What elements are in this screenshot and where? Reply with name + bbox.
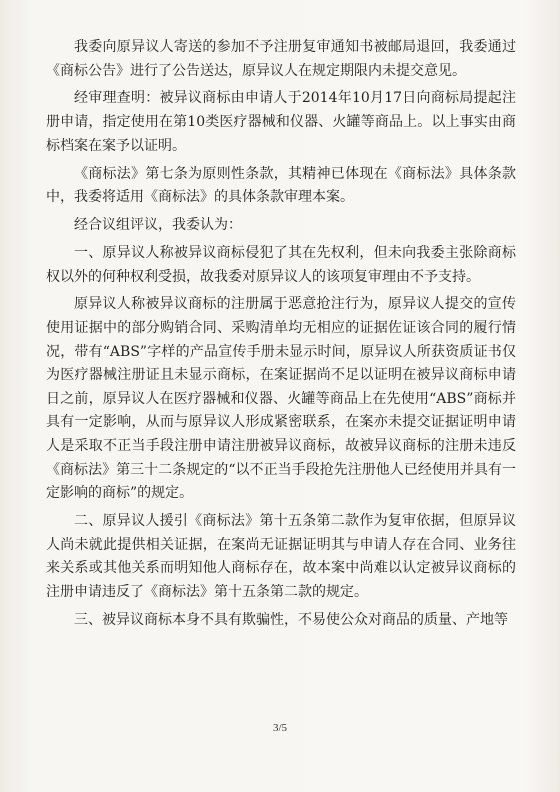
paragraph-point-one: 一、原异议人称被异议商标侵犯了其在先权利，但未向我委主张除商标权以外的何种权利受损，故我委对原异议人的该项复审理由不予支持。 <box>46 244 516 285</box>
paragraph-service-notice: 我委向原异议人寄送的参加不予注册复审通知书被邮局退回，我委通过《商标公告》进行了公告送达，原异议人在规定期限内未提交意见。 <box>46 39 516 79</box>
paragraph-point-two: 二、原异议人援引《商标法》第十五条第二款作为复审依据，但原异议人尚未就此提供相关证据，在案尚无证据证明其与申请人存在合同、业务往来关系或其他关系而明知他人商标存在，故本案中尚难以认定被异议商标的注册申请违反了《商标法》第十五条第二款的规定。 <box>46 513 516 600</box>
page-number: 3/5 <box>272 722 288 734</box>
paragraph-bad-faith-claim: 原异议人称被异议商标的注册属于恶意抢注行为，原异议人提交的宣传使用证据中的部分购销合同、采购清单均无相应的证据佐证该合同的履行情况，带有“ABS”字样的产品宣传手册未显示时间，原异议人所获资质证书仅为医疗器械注册证且未显示商标，在案证据尚不足以证明在被异议商标申请日之前，原异议人在医疗器械和仪器、火罐等商品上在先使用“ABS”商标并具有一定影响，从而与原异议人形成紧密联系，在案亦未提交证据证明申请人是采取不正当手段注册申请注册被异议商标，故被异议商标的注册未违反《商标法》第三十二条规定的“以不正当手段抢先注册他人已经使用并具有一定影响的商标”的规定。 <box>46 296 516 502</box>
document-body <box>46 36 516 637</box>
paragraph-point-three: 三、被异议商标本身不具有欺骗性，不易使公众对商品的质量、产地等 <box>74 611 508 628</box>
paragraph-article-7: 《商标法》第七条为原则性条款，其精神已体现在《商标法》具体条款中，我委将适用《商标法》的具体条款审理本案。 <box>46 165 516 206</box>
paragraph-panel-opinion: 经合议组评议，我委认为： <box>74 217 242 234</box>
paragraph-facts-found: 经审理查明：被异议商标由申请人于2014年10月17日向商标局提起注册申请，指定使用在第10类医疗器械和仪器、火罐等商品上。以上事实由商标档案在案予以证明。 <box>46 90 516 154</box>
